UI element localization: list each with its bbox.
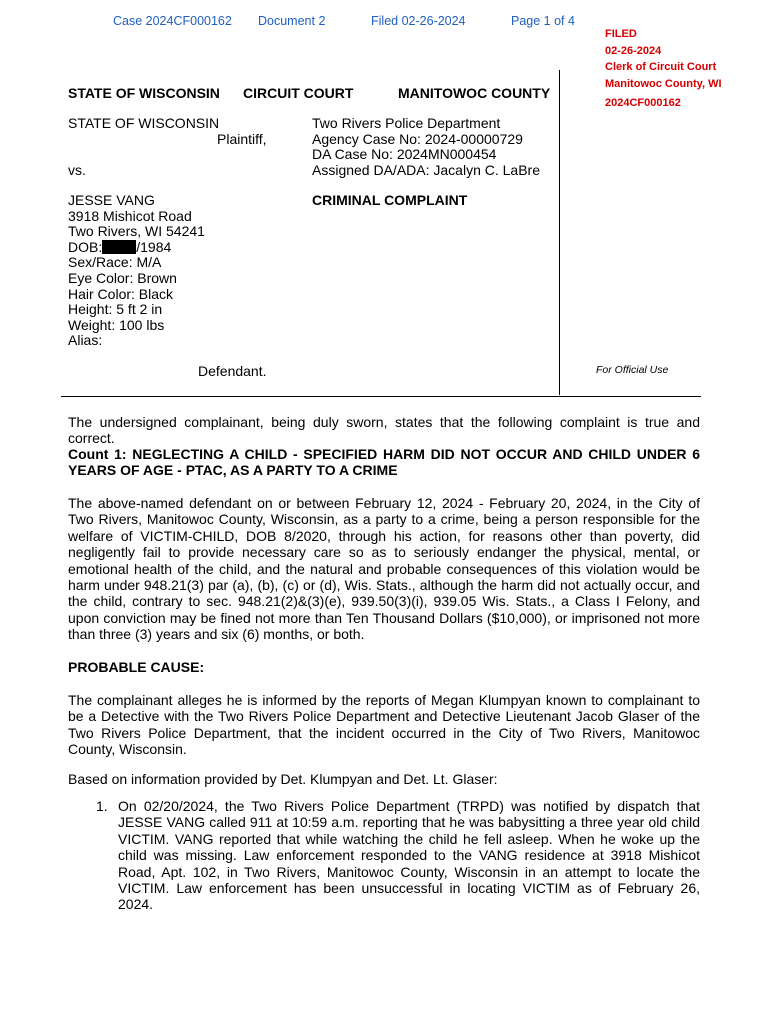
plaintiff-name: STATE OF WISCONSIN	[68, 115, 220, 131]
defendant-name: JESSE VANG	[68, 192, 155, 208]
stamp-date: 02-26-2024	[605, 44, 662, 57]
list-item-text: On 02/20/2024, the Two Rivers Police Department (TRPD) was notified by dispatch that JESSE VANG called 911 at 10:59 a.m. reporting that he was babysitting a three year old child VICTIM. VANG reported that while watching the child he fell asleep. When he woke up the child was missing. Law enforcement responded to the VANG residence at 3918 Mishicot Road, Apt. 102, in Two Rivers, Manitowoc County, Wisconsin in an attempt to locate the VICTIM. Law enforcement has been unsuccessful in locating VICTIM as of February 26, 2024.	[118, 798, 700, 913]
redaction-block	[102, 240, 136, 254]
facts-list	[68, 798, 700, 913]
count-paragraph: The above-named defendant on or between February 12, 2024 - February 20, 2024, in the City of Two Rivers, Manitowoc County, Wisconsin, as a party to a crime, being a person responsible for the welfare of VICTIM-CHILD, DOB 8/2020, through his action, for reasons other than poverty, did negligently fail to provide necessary care so as to seriously endanger the physical, mental, or emotional health of the child, and the natural and probable consequences of this violation would be harm under 948.21(3) par (a), (b), (c) or (d), Wis. Stats., although the harm did not actually occur, and the child, contrary to sec. 948.21(2)&(3)(e), 939.50(3)(i), 939.05 Wis. Stats., a Class I Felony, and upon conviction may be fined not more than Ten Thousand Dollars ($10,000), or imprisoned not more than three (3) years and six (6) months, or both.	[68, 495, 700, 643]
list-item	[68, 798, 700, 913]
header-page: Page 1 of 4	[511, 14, 575, 28]
defendant-eye-color: Eye Color: Brown	[68, 269, 177, 286]
defendant-hair-color: Hair Color: Black	[68, 285, 174, 302]
defendant-block	[68, 193, 205, 349]
intro-paragraph: The undersigned complainant, being duly sworn, states that the following complaint is true and correct.	[68, 414, 700, 447]
header-document: Document 2	[258, 14, 326, 28]
stamp-filed: FILED	[605, 28, 637, 40]
document-type: CRIMINAL COMPLAINT	[312, 192, 468, 208]
dob-label: DOB:	[68, 238, 103, 255]
based-on-paragraph: Based on information provided by Det. Klumpyan and Det. Lt. Glaser:	[68, 771, 498, 787]
agency-case-number: Agency Case No: 2024-00000729	[312, 130, 523, 147]
stamp-clerk: Clerk of Circuit Court	[605, 61, 717, 73]
header-filed: Filed 02-26-2024	[371, 14, 466, 28]
probable-cause-paragraph: The complainant alleges he is informed by the reports of Megan Klumpyan known to complainant to be a Detective with the Two Rivers Police Department and Detective Lieutenant Jacob Glaser of the Two Rivers Police Department, that the incident occurred in the City of Two Rivers, Manitowoc County, Wisconsin.	[68, 692, 700, 758]
court-name: CIRCUIT COURT	[243, 85, 354, 101]
defendant-height: Height: 5 ft 2 in	[68, 301, 163, 318]
defendant-address-line2: Two Rivers, WI 54241	[68, 223, 205, 240]
assigned-da: Assigned DA/ADA: Jacalyn C. LaBre	[312, 161, 540, 178]
probable-cause-heading: PROBABLE CAUSE:	[68, 659, 205, 675]
filed-stamp	[605, 26, 722, 112]
header-case: Case 2024CF000162	[113, 14, 232, 28]
plaintiff-label: Plaintiff,	[217, 131, 267, 147]
defendant-weight: Weight: 100 lbs	[68, 316, 165, 333]
agency-department: Two Rivers Police Department	[312, 115, 501, 131]
list-item-number: 1.	[96, 798, 108, 814]
agency-block	[312, 116, 540, 178]
court-state: STATE OF WISCONSIN	[68, 85, 220, 101]
defendant-dob	[68, 240, 205, 256]
defendant-label: Defendant.	[198, 363, 267, 379]
defendant-alias: Alias:	[68, 332, 103, 349]
defendant-address-line1: 3918 Mishicot Road	[68, 207, 192, 224]
official-use-label: For Official Use	[596, 364, 669, 376]
stamp-case-no: 2024CF000162	[605, 97, 681, 109]
caption-divider-horizontal	[61, 396, 701, 397]
defendant-sex-race: Sex/Race: M/A	[68, 254, 162, 271]
stamp-county: Manitowoc County, WI	[605, 77, 722, 90]
versus: vs.	[68, 162, 86, 178]
count-heading: Count 1: NEGLECTING A CHILD - SPECIFIED HARM DID NOT OCCUR AND CHILD UNDER 6 YEARS OF AGE - PTAC, AS A PARTY TO A CRIME	[68, 446, 700, 479]
dob-year: /1984	[136, 238, 172, 255]
court-county: MANITOWOC COUNTY	[398, 85, 551, 101]
da-case-number: DA Case No: 2024MN000454	[312, 146, 497, 163]
caption-divider-vertical	[559, 70, 560, 395]
